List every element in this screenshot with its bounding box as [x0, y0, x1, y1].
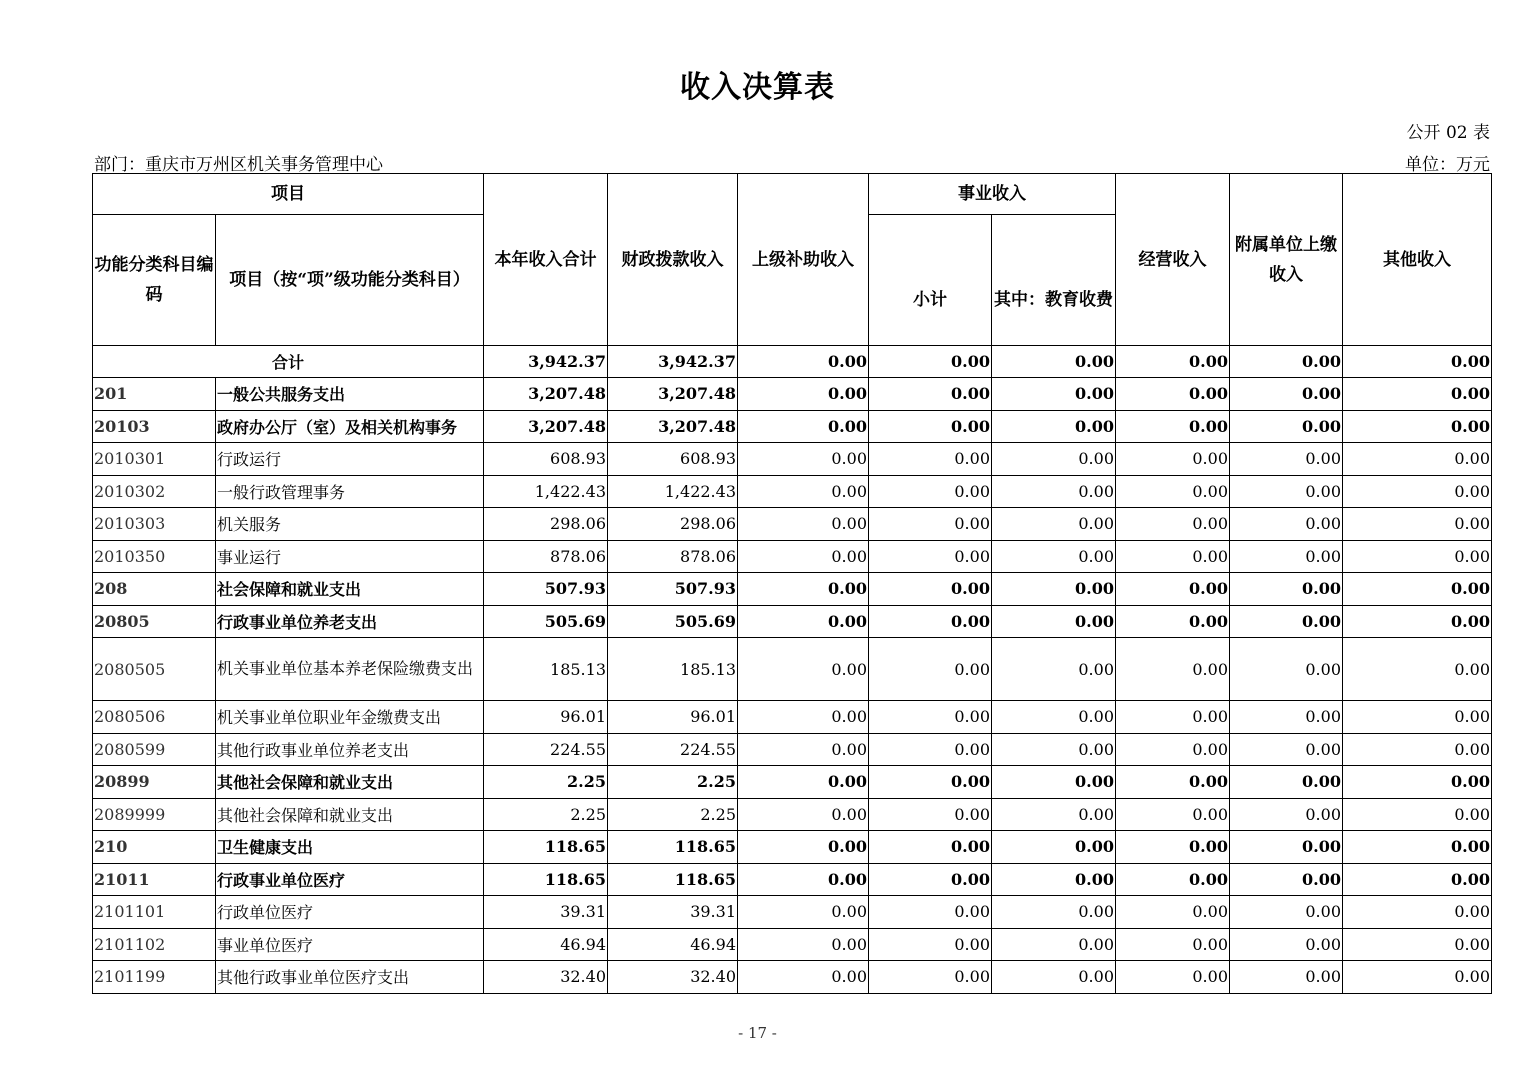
- value-cell: 0.00: [1116, 896, 1230, 929]
- code-cell: 2010350: [93, 540, 216, 573]
- value-cell: 0.00: [1230, 573, 1343, 606]
- name-cell: 行政事业单位医疗: [216, 863, 484, 896]
- table-row: [93, 475, 1492, 508]
- name-cell: 政府办公厅（室）及相关机构事务: [216, 410, 484, 443]
- value-cell: 0.00: [1343, 798, 1492, 831]
- value-cell: 0.00: [738, 766, 869, 799]
- value-cell: 0.00: [869, 540, 992, 573]
- table-row: [93, 410, 1492, 443]
- value-cell: 0.00: [1230, 733, 1343, 766]
- value-cell: 0.00: [1343, 508, 1492, 541]
- value-cell: 0.00: [1116, 798, 1230, 831]
- value-cell: 0.00: [869, 701, 992, 734]
- value-cell: 0.00: [992, 928, 1116, 961]
- value-cell: 0.00: [738, 443, 869, 476]
- value-cell: 0.00: [1343, 701, 1492, 734]
- code-cell: 20103: [93, 410, 216, 443]
- value-cell: 0.00: [738, 378, 869, 411]
- value-cell: 0.00: [992, 378, 1116, 411]
- name-cell: 一般公共服务支出: [216, 378, 484, 411]
- unit-label: 单位：万元: [1405, 155, 1490, 175]
- value-cell: 0.00: [1230, 540, 1343, 573]
- value-cell: 0.00: [1343, 638, 1492, 701]
- name-cell: 其他社会保障和就业支出: [216, 766, 484, 799]
- value-cell: 0.00: [738, 733, 869, 766]
- value-cell: 39.31: [484, 896, 608, 929]
- value-cell: 1,422.43: [484, 475, 608, 508]
- value-cell: 39.31: [608, 896, 738, 929]
- value-cell: 1,422.43: [608, 475, 738, 508]
- value-cell: 0.00: [1343, 896, 1492, 929]
- value-cell: 0.00: [992, 831, 1116, 864]
- total-cell: 0.00: [1343, 346, 1492, 378]
- value-cell: 0.00: [738, 831, 869, 864]
- value-cell: 0.00: [1230, 378, 1343, 411]
- value-cell: 185.13: [608, 638, 738, 701]
- name-cell: 机关事业单位基本养老保险缴费支出: [216, 638, 484, 701]
- value-cell: 507.93: [608, 573, 738, 606]
- value-cell: 0.00: [1343, 443, 1492, 476]
- value-cell: 0.00: [1343, 605, 1492, 638]
- value-cell: 0.00: [869, 928, 992, 961]
- value-cell: 507.93: [484, 573, 608, 606]
- total-cell: 3,942.37: [484, 346, 608, 378]
- table-body: [93, 346, 1492, 994]
- value-cell: 0.00: [738, 605, 869, 638]
- value-cell: 0.00: [992, 701, 1116, 734]
- value-cell: 0.00: [869, 378, 992, 411]
- code-cell: 2101102: [93, 928, 216, 961]
- name-cell: 事业运行: [216, 540, 484, 573]
- value-cell: 0.00: [1116, 766, 1230, 799]
- value-cell: 0.00: [738, 475, 869, 508]
- name-cell: 其他行政事业单位养老支出: [216, 733, 484, 766]
- value-cell: 0.00: [1230, 798, 1343, 831]
- table-row: [93, 443, 1492, 476]
- table-row: [93, 605, 1492, 638]
- value-cell: 2.25: [608, 798, 738, 831]
- value-cell: 0.00: [1343, 961, 1492, 994]
- value-cell: 0.00: [1116, 443, 1230, 476]
- operating-header: 经营收入: [1116, 174, 1230, 346]
- total-cell: 0.00: [1230, 346, 1343, 378]
- value-cell: 2.25: [484, 766, 608, 799]
- code-cell: 21011: [93, 863, 216, 896]
- total-cell: 0.00: [992, 346, 1116, 378]
- value-cell: 0.00: [1116, 863, 1230, 896]
- total-row: [93, 346, 1492, 378]
- name-cell: 事业单位医疗: [216, 928, 484, 961]
- code-col-header: 功能分类科目编码: [93, 215, 216, 346]
- value-cell: 96.01: [484, 701, 608, 734]
- page-title: 收入决算表: [680, 70, 835, 105]
- table-row: [93, 378, 1492, 411]
- value-cell: 608.93: [484, 443, 608, 476]
- code-cell: 2101101: [93, 896, 216, 929]
- value-cell: 118.65: [608, 863, 738, 896]
- value-cell: 0.00: [738, 410, 869, 443]
- income-table: [92, 173, 1492, 994]
- value-cell: 0.00: [992, 573, 1116, 606]
- page-number: - 17 -: [738, 1024, 777, 1042]
- value-cell: 0.00: [738, 573, 869, 606]
- value-cell: 0.00: [1230, 508, 1343, 541]
- name-cell: 其他社会保障和就业支出: [216, 798, 484, 831]
- value-cell: 118.65: [484, 863, 608, 896]
- total-label: 合计: [93, 346, 484, 378]
- value-cell: 0.00: [1116, 475, 1230, 508]
- value-cell: 0.00: [1343, 928, 1492, 961]
- value-cell: 0.00: [1343, 540, 1492, 573]
- value-cell: 0.00: [1343, 863, 1492, 896]
- value-cell: 878.06: [484, 540, 608, 573]
- total-income-header: 本年收入合计: [484, 174, 608, 346]
- department-label: 部门：重庆市万州区机关事务管理中心: [94, 155, 383, 175]
- total-cell: 0.00: [869, 346, 992, 378]
- value-cell: 0.00: [738, 798, 869, 831]
- value-cell: 0.00: [869, 831, 992, 864]
- value-cell: 224.55: [608, 733, 738, 766]
- code-cell: 2089999: [93, 798, 216, 831]
- value-cell: 0.00: [992, 443, 1116, 476]
- value-cell: 0.00: [1230, 638, 1343, 701]
- name-cell: 行政运行: [216, 443, 484, 476]
- value-cell: 2.25: [608, 766, 738, 799]
- value-cell: 505.69: [608, 605, 738, 638]
- name-cell: 其他行政事业单位医疗支出: [216, 961, 484, 994]
- value-cell: 0.00: [869, 733, 992, 766]
- value-cell: 0.00: [1116, 701, 1230, 734]
- code-cell: 2080506: [93, 701, 216, 734]
- value-cell: 0.00: [1343, 475, 1492, 508]
- value-cell: 0.00: [1230, 475, 1343, 508]
- value-cell: 0.00: [738, 540, 869, 573]
- code-cell: 2010302: [93, 475, 216, 508]
- value-cell: 0.00: [1343, 766, 1492, 799]
- value-cell: 0.00: [1343, 410, 1492, 443]
- value-cell: 3,207.48: [484, 410, 608, 443]
- education-fee-header: 其中：教育收费: [992, 215, 1116, 346]
- value-cell: 0.00: [738, 896, 869, 929]
- name-cell: 行政单位医疗: [216, 896, 484, 929]
- value-cell: 0.00: [992, 605, 1116, 638]
- total-cell: 3,942.37: [608, 346, 738, 378]
- value-cell: 0.00: [992, 798, 1116, 831]
- subtotal-header: 小计: [869, 215, 992, 346]
- value-cell: 0.00: [1343, 378, 1492, 411]
- code-cell: 2080505: [93, 638, 216, 701]
- value-cell: 0.00: [869, 443, 992, 476]
- name-cell: 机关事业单位职业年金缴费支出: [216, 701, 484, 734]
- value-cell: 878.06: [608, 540, 738, 573]
- code-cell: 20805: [93, 605, 216, 638]
- table-row: [93, 701, 1492, 734]
- table-row: [93, 831, 1492, 864]
- name-cell: 行政事业单位养老支出: [216, 605, 484, 638]
- code-cell: 2010301: [93, 443, 216, 476]
- name-col-header: 项目（按“项”级功能分类科目）: [216, 215, 484, 346]
- value-cell: 0.00: [738, 638, 869, 701]
- value-cell: 0.00: [869, 863, 992, 896]
- value-cell: 0.00: [992, 863, 1116, 896]
- value-cell: 0.00: [992, 961, 1116, 994]
- value-cell: 0.00: [869, 573, 992, 606]
- value-cell: 224.55: [484, 733, 608, 766]
- table-row: [93, 863, 1492, 896]
- value-cell: 0.00: [738, 508, 869, 541]
- table-row: [93, 896, 1492, 929]
- superior-subsidy-header: 上级补助收入: [738, 174, 869, 346]
- business-group-header: 事业收入: [869, 174, 1116, 215]
- value-cell: 0.00: [1343, 733, 1492, 766]
- value-cell: 0.00: [869, 638, 992, 701]
- code-cell: 210: [93, 831, 216, 864]
- table-row: [93, 573, 1492, 606]
- table-row: [93, 638, 1492, 701]
- code-cell: 2080599: [93, 733, 216, 766]
- value-cell: 0.00: [992, 766, 1116, 799]
- value-cell: 0.00: [992, 508, 1116, 541]
- form-number: 公开 02 表: [1406, 123, 1490, 143]
- value-cell: 0.00: [1230, 766, 1343, 799]
- value-cell: 0.00: [992, 410, 1116, 443]
- value-cell: 0.00: [1230, 443, 1343, 476]
- value-cell: 0.00: [1116, 508, 1230, 541]
- value-cell: 0.00: [992, 733, 1116, 766]
- value-cell: 0.00: [869, 508, 992, 541]
- value-cell: 0.00: [1116, 410, 1230, 443]
- code-cell: 208: [93, 573, 216, 606]
- value-cell: 0.00: [869, 475, 992, 508]
- value-cell: 0.00: [1230, 863, 1343, 896]
- table-row: [93, 928, 1492, 961]
- value-cell: 0.00: [1116, 378, 1230, 411]
- table-row: [93, 961, 1492, 994]
- value-cell: 0.00: [992, 475, 1116, 508]
- table-row: [93, 508, 1492, 541]
- code-cell: 2101199: [93, 961, 216, 994]
- value-cell: 3,207.48: [484, 378, 608, 411]
- value-cell: 0.00: [1230, 701, 1343, 734]
- value-cell: 608.93: [608, 443, 738, 476]
- value-cell: 0.00: [1230, 605, 1343, 638]
- fiscal-header: 财政拨款收入: [608, 174, 738, 346]
- value-cell: 0.00: [992, 540, 1116, 573]
- value-cell: 0.00: [1230, 896, 1343, 929]
- value-cell: 0.00: [869, 961, 992, 994]
- value-cell: 0.00: [738, 863, 869, 896]
- value-cell: 32.40: [608, 961, 738, 994]
- value-cell: 0.00: [1230, 961, 1343, 994]
- value-cell: 0.00: [738, 961, 869, 994]
- value-cell: 0.00: [992, 896, 1116, 929]
- value-cell: 0.00: [1230, 831, 1343, 864]
- value-cell: 32.40: [484, 961, 608, 994]
- value-cell: 0.00: [869, 798, 992, 831]
- table-header: [93, 174, 1492, 346]
- value-cell: 0.00: [1116, 733, 1230, 766]
- value-cell: 0.00: [1116, 961, 1230, 994]
- value-cell: 0.00: [869, 766, 992, 799]
- value-cell: 505.69: [484, 605, 608, 638]
- value-cell: 0.00: [869, 896, 992, 929]
- table-row: [93, 766, 1492, 799]
- value-cell: 3,207.48: [608, 410, 738, 443]
- value-cell: 0.00: [1116, 831, 1230, 864]
- value-cell: 118.65: [608, 831, 738, 864]
- value-cell: 185.13: [484, 638, 608, 701]
- code-cell: 20899: [93, 766, 216, 799]
- value-cell: 96.01: [608, 701, 738, 734]
- value-cell: 0.00: [869, 410, 992, 443]
- total-cell: 0.00: [738, 346, 869, 378]
- value-cell: 3,207.48: [608, 378, 738, 411]
- value-cell: 0.00: [1230, 410, 1343, 443]
- value-cell: 0.00: [1343, 573, 1492, 606]
- value-cell: 0.00: [738, 701, 869, 734]
- value-cell: 0.00: [1116, 638, 1230, 701]
- affiliated-header: 附属单位上缴收入: [1230, 174, 1343, 346]
- value-cell: 0.00: [1116, 573, 1230, 606]
- name-cell: 一般行政管理事务: [216, 475, 484, 508]
- value-cell: 298.06: [484, 508, 608, 541]
- value-cell: 46.94: [484, 928, 608, 961]
- value-cell: 298.06: [608, 508, 738, 541]
- code-cell: 201: [93, 378, 216, 411]
- other-header: 其他收入: [1343, 174, 1492, 346]
- table-row: [93, 540, 1492, 573]
- value-cell: 2.25: [484, 798, 608, 831]
- total-cell: 0.00: [1116, 346, 1230, 378]
- value-cell: 46.94: [608, 928, 738, 961]
- value-cell: 0.00: [1116, 928, 1230, 961]
- value-cell: 0.00: [1116, 605, 1230, 638]
- name-cell: 社会保障和就业支出: [216, 573, 484, 606]
- value-cell: 0.00: [1116, 540, 1230, 573]
- value-cell: 0.00: [869, 605, 992, 638]
- value-cell: 0.00: [738, 928, 869, 961]
- code-cell: 2010303: [93, 508, 216, 541]
- project-group-header: 项目: [93, 174, 484, 215]
- table-row: [93, 733, 1492, 766]
- name-cell: 机关服务: [216, 508, 484, 541]
- value-cell: 0.00: [1343, 831, 1492, 864]
- value-cell: 0.00: [992, 638, 1116, 701]
- value-cell: 0.00: [1230, 928, 1343, 961]
- value-cell: 118.65: [484, 831, 608, 864]
- table-row: [93, 798, 1492, 831]
- name-cell: 卫生健康支出: [216, 831, 484, 864]
